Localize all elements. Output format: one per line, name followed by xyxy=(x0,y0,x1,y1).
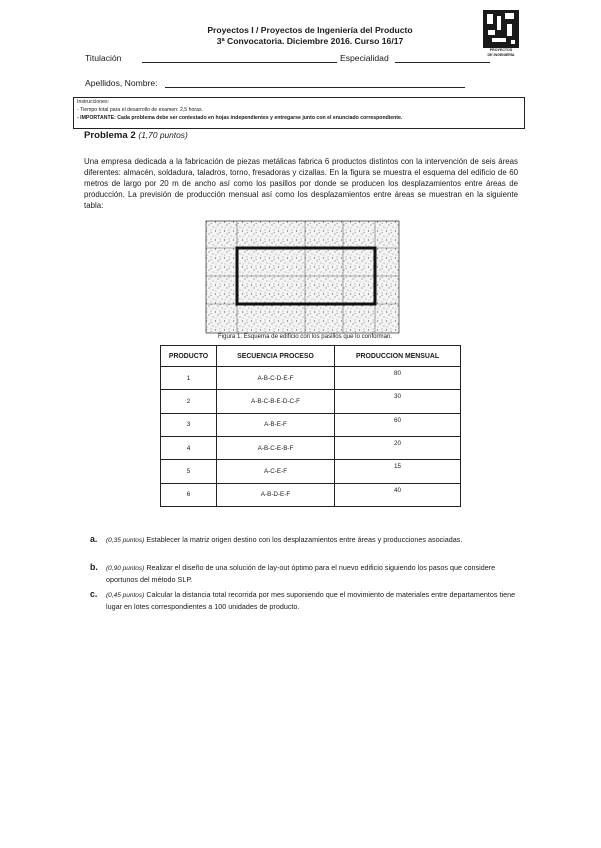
problem-points: (1,70 puntos) xyxy=(138,130,188,140)
instructions-important: - IMPORTANTE: Cada problema debe ser contestado en hojas independientes y entregarse junto con el enunciado correspondiente. xyxy=(77,115,403,121)
building-layout-figure xyxy=(205,220,400,335)
header-line-1: Proyectos I / Proyectos de Ingeniería del Producto xyxy=(207,25,413,35)
question-a-letter: a. xyxy=(90,534,98,544)
production-cell: 40 xyxy=(335,483,461,506)
table-row xyxy=(161,436,461,459)
table-row xyxy=(161,460,461,483)
question-c-letter: c. xyxy=(90,589,98,599)
question-b xyxy=(106,562,526,585)
question-a-text: Establecer la matriz origen destino con los desplazamientos entre áreas y producciones asociadas. xyxy=(146,535,463,544)
sequence-cell: A-B-C-D-E-F xyxy=(217,367,335,390)
header-line-2: 3ª Convocatoria. Diciembre 2016. Curso 16/17 xyxy=(216,36,404,46)
university-logo-icon xyxy=(483,10,519,48)
exam-header xyxy=(150,25,470,47)
product-cell: 2 xyxy=(161,390,217,413)
production-cell: 80 xyxy=(335,367,461,390)
product-cell: 6 xyxy=(161,483,217,506)
problem-title-text: Problema 2 xyxy=(84,130,136,141)
logo-caption-line-2: DE INGENIERÍA xyxy=(487,52,515,57)
production-cell: 60 xyxy=(335,413,461,436)
question-b-text: Realizar el diseño de una solución de lay-out óptimo para el nuevo edificio siguiendo los pasos que considere oportunos del método SLP. xyxy=(106,563,496,584)
question-c-points: (0,45 puntos) xyxy=(106,592,145,599)
product-cell: 5 xyxy=(161,460,217,483)
question-a xyxy=(106,534,526,546)
especialidad-field[interactable] xyxy=(395,62,490,63)
product-cell: 4 xyxy=(161,436,217,459)
question-b-points: (0,90 puntos) xyxy=(106,565,145,572)
table-row xyxy=(161,483,461,506)
table-row xyxy=(161,367,461,390)
apellidos-nombre-label: Apellidos, Nombre: xyxy=(85,78,158,88)
apellidos-nombre-field[interactable] xyxy=(165,87,465,88)
sequence-cell: A-B-E-F xyxy=(217,413,335,436)
sequence-cell: A-B-D-E-F xyxy=(217,483,335,506)
table-header-row xyxy=(161,346,461,367)
production-table xyxy=(160,345,461,507)
table-row xyxy=(161,413,461,436)
question-a-points: (0,35 puntos) xyxy=(106,537,145,544)
especialidad-label: Especialidad xyxy=(340,53,389,63)
production-cell: 20 xyxy=(335,436,461,459)
instructions-time: - Tiempo total para el desarrollo de examen: 2,5 horas. xyxy=(77,107,204,113)
production-cell: 15 xyxy=(335,460,461,483)
question-c-text: Calcular la distancia total recorrida por mes suponiendo que el movimiento de materiales entre departamentos tiene lugar en lotes correspondientes a 100 unidades de producto. xyxy=(106,590,516,611)
product-cell: 1 xyxy=(161,367,217,390)
logo-caption xyxy=(476,48,526,57)
product-cell: 3 xyxy=(161,413,217,436)
problem-title xyxy=(84,130,188,141)
column-header-producto: PRODUCTO xyxy=(161,346,217,367)
sequence-cell: A-C-E-F xyxy=(217,460,335,483)
column-header-secuencia: SECUENCIA PROCESO xyxy=(217,346,335,367)
titulacion-field[interactable] xyxy=(142,62,337,63)
sequence-cell: A-B-C-B-E-D-C-F xyxy=(217,390,335,413)
table-row xyxy=(161,390,461,413)
question-c xyxy=(106,589,526,612)
titulacion-label: Titulación xyxy=(85,53,122,63)
instructions-title: Instrucciones: xyxy=(77,99,110,105)
sequence-cell: A-B-C-E-B-F xyxy=(217,436,335,459)
figure-caption: Figura 1. Esquema de edificio con los pasillos que lo conforman. xyxy=(218,333,393,340)
logo-caption-line-1: PROYECTOS xyxy=(489,48,513,52)
question-b-letter: b. xyxy=(90,562,98,572)
production-cell: 30 xyxy=(335,390,461,413)
column-header-produccion: PRODUCCION MENSUAL xyxy=(335,346,461,367)
problem-intro: Una empresa dedicada a la fabricación de piezas metálicas fabrica 6 productos distintos con la intervención de seis áreas diferentes: almacén, soldadura, taladros, torno, fresadoras y cizallas. En la figura se muestra el esquema del edificio de 60 metros de largo por 20 m de ancho así como los pasillos por donde se producen los desplazamientos entre áreas de producción. La previsión de producción mensual así como los desplazamientos entre áreas se muestran en la siguiente tabla: xyxy=(84,157,518,210)
